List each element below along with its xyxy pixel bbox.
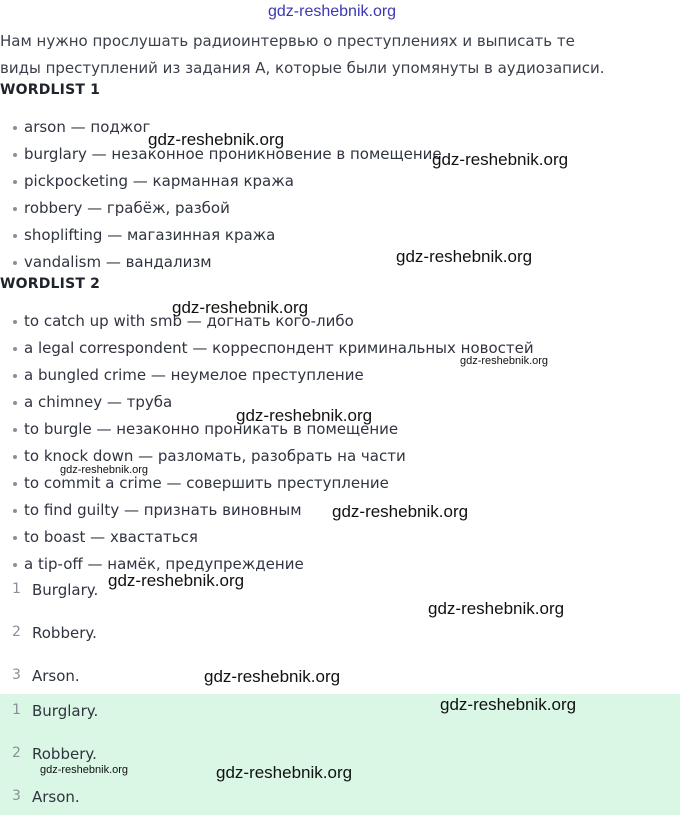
- wordlist-item: pickpocketing — карманная кража: [12, 168, 442, 195]
- wordlist-item: a legal correspondent — корреспондент криминальных новостей: [12, 335, 534, 362]
- answer-number: 1: [12, 702, 21, 718]
- watermark: gdz-reshebnik.org: [108, 571, 245, 590]
- answer-number: 2: [12, 745, 21, 761]
- wordlist-item: burglary — незаконное проникновение в помещение: [12, 141, 442, 168]
- watermark: gdz-reshebnik.org: [148, 130, 285, 149]
- watermark-top: gdz-reshebnik.org: [268, 3, 397, 20]
- answer-row: [0, 788, 680, 831]
- answer-text: Robbery.: [32, 624, 97, 642]
- answer-text: Arson.: [32, 788, 80, 806]
- wordlist-1-title: WORDLIST 1: [0, 82, 101, 98]
- wordlist-item: to boast — хвастаться: [12, 524, 534, 551]
- watermark: gdz-reshebnik.org: [432, 150, 569, 169]
- wordlist-item: a bungled crime — неумелое преступление: [12, 362, 534, 389]
- watermark: gdz-reshebnik.org: [332, 502, 469, 521]
- wordlist-item: robbery — грабёж, разбой: [12, 195, 442, 222]
- wordlist-item: a tip-off — намёк, предупреждение: [12, 551, 534, 578]
- wordlist-item: to knock down — разломать, разобрать на части: [12, 443, 534, 470]
- answer-number: 3: [12, 667, 21, 683]
- watermark: gdz-reshebnik.org: [396, 247, 533, 266]
- answer-row: [0, 702, 680, 745]
- watermark: gdz-reshebnik.org: [60, 464, 149, 476]
- answer-text: Burglary.: [32, 581, 99, 599]
- wordlist-item: to commit a crime — совершить преступление: [12, 470, 534, 497]
- wordlist-item: shoplifting — магазинная кража: [12, 222, 442, 249]
- intro-text: Нам нужно прослушать радиоинтервью о преступлениях и выписать те виды преступлений из задания А, которые были упомянуты в аудиозаписи.: [0, 32, 605, 77]
- watermark: gdz-reshebnik.org: [236, 406, 373, 425]
- watermark: gdz-reshebnik.org: [204, 667, 341, 686]
- watermark: gdz-reshebnik.org: [40, 764, 129, 776]
- answer-text: Burglary.: [32, 702, 99, 720]
- watermark: gdz-reshebnik.org: [216, 763, 353, 782]
- answer-row: [0, 581, 680, 624]
- watermark: gdz-reshebnik.org: [460, 355, 549, 367]
- wordlist-item: to burgle — незаконно проникать в помещение: [12, 416, 534, 443]
- answer-row: [0, 624, 680, 667]
- wordlist-item: a chimney — труба: [12, 389, 534, 416]
- watermark: gdz-reshebnik.org: [428, 599, 565, 618]
- wordlist-item: to find guilty — признать виновным: [12, 497, 534, 524]
- answer-number: 2: [12, 624, 21, 640]
- answer-text: Robbery.: [32, 745, 97, 763]
- answer-number: 3: [12, 788, 21, 804]
- answer-list: [0, 581, 680, 710]
- wordlist-item: vandalism — вандализм: [12, 249, 442, 276]
- watermark: gdz-reshebnik.org: [440, 695, 577, 714]
- wordlist-item: to catch up with smb — догнать кого-либо: [12, 308, 534, 335]
- wordlist-2: [12, 308, 534, 578]
- watermark: gdz-reshebnik.org: [172, 298, 309, 317]
- wordlist-2-title: WORDLIST 2: [0, 276, 101, 292]
- answer-list-highlighted: [0, 694, 680, 815]
- wordlist-item: arson — поджог: [12, 114, 442, 141]
- answer-text: Arson.: [32, 667, 80, 685]
- answer-number: 1: [12, 581, 21, 597]
